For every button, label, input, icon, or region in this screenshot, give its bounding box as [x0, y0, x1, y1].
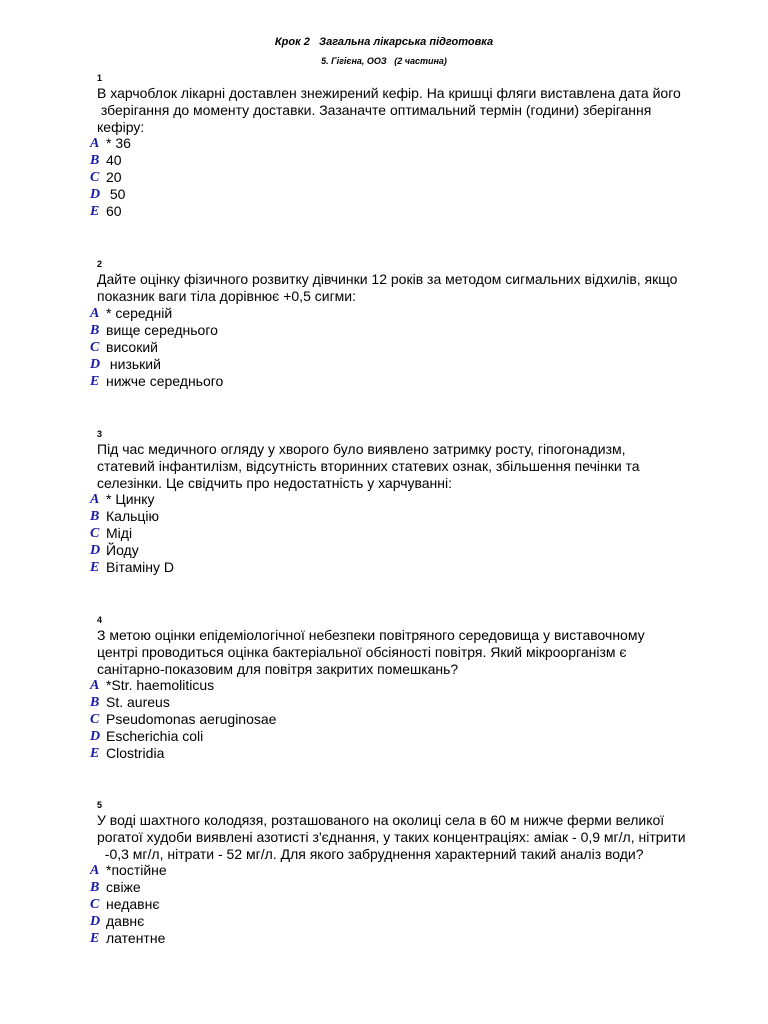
option-letter: D — [90, 914, 101, 929]
option-letter: C — [90, 340, 100, 355]
option-text: вище середнього — [106, 322, 218, 338]
question-number: 3 — [97, 429, 103, 439]
question-text-line: В харчоблок лікарні доставлен знежирений кефір. На кришці фляги виставлена дата його — [97, 85, 681, 101]
question-text-line: З метою оцінки епідеміологічної небезпеки повітряного середовища у виставочному — [97, 627, 645, 643]
option-letter: A — [90, 306, 100, 321]
question-number: 2 — [97, 259, 103, 269]
option-letter: A — [90, 136, 100, 151]
question-text-line: показник ваги тіла дорівнює +0,5 сигми: — [97, 288, 357, 304]
option-text: 50 — [106, 186, 126, 202]
answer-option-e — [0, 745, 768, 762]
option-text: низький — [106, 356, 161, 372]
option-letter: C — [90, 170, 100, 185]
answer-option-b — [0, 694, 768, 711]
option-letter: D — [90, 729, 101, 744]
option-letter: B — [90, 509, 100, 524]
option-letter: B — [90, 695, 100, 710]
question-text-line: зберігання до моменту доставки. Зазаначте оптимальний термін (години) зберігання — [97, 102, 652, 118]
question-text-line: статевий інфантилізм, відсутність вторинних статевих ознак, збільшення печінки та — [97, 458, 640, 474]
option-text: Кальцію — [106, 508, 160, 524]
answer-option-a — [0, 677, 768, 694]
option-letter: B — [90, 323, 100, 338]
option-text: 40 — [106, 152, 122, 168]
answer-option-b — [0, 152, 768, 169]
question-text-line: У воді шахтного колодязя, розташованого на околиці села в 60 м нижче ферми великої — [97, 812, 665, 828]
question-text-line: центрі проводиться оцінка бактеріальної обсіяності повітря. Який мікроорганізм є — [97, 644, 627, 660]
option-letter: C — [90, 897, 100, 912]
answer-option-e — [0, 203, 768, 220]
document-subtitle: 5. Гігієна, ООЗ (2 частина) — [321, 56, 447, 66]
question-number: 5 — [97, 800, 103, 810]
option-text: St. aureus — [106, 694, 170, 710]
option-letter: A — [90, 678, 100, 693]
question-text-line: кефіру: — [97, 119, 145, 135]
answer-option-c — [0, 711, 768, 728]
answer-option-d — [0, 356, 768, 373]
option-letter: D — [90, 187, 101, 202]
option-text: 60 — [106, 203, 122, 219]
option-text: *постійне — [106, 862, 167, 878]
answer-option-a — [0, 135, 768, 152]
option-text: Йоду — [106, 542, 139, 558]
option-text: * середній — [106, 305, 173, 321]
option-text: нижче середнього — [106, 373, 224, 389]
question-number: 4 — [97, 615, 103, 625]
option-text: латентне — [106, 930, 166, 946]
answer-option-b — [0, 322, 768, 339]
answer-option-e — [0, 559, 768, 576]
answer-option-d — [0, 728, 768, 745]
option-letter: D — [90, 357, 101, 372]
option-text: недавнє — [106, 896, 160, 912]
option-text: Pseudomonas aeruginosae — [106, 711, 277, 727]
option-text: Clostridia — [106, 745, 165, 761]
question-number: 1 — [97, 73, 103, 83]
answer-option-c — [0, 169, 768, 186]
option-letter: A — [90, 863, 100, 878]
option-text: 20 — [106, 169, 122, 185]
question-text-line: Під час медичного огляду у хворого було виявлено затримку росту, гіпогонадизм, — [97, 441, 626, 457]
answer-option-e — [0, 373, 768, 390]
answer-option-b — [0, 879, 768, 896]
question-text-line: санітарно-показовим для повітря закритих помешкань? — [97, 661, 459, 677]
answer-option-c — [0, 525, 768, 542]
answer-option-d — [0, 913, 768, 930]
answer-option-d — [0, 542, 768, 559]
option-text: давнє — [106, 913, 145, 929]
question-text-line: рогатої худоби виявлені азотисті з'єднання, у таких концентраціях: аміак - 0,9 мг/л, нітрити — [97, 829, 686, 845]
option-text: * 36 — [106, 135, 131, 151]
answer-option-a — [0, 305, 768, 322]
option-letter: E — [90, 560, 100, 575]
question-text-line: селезінки. Це свідчить про недостатність у харчуванні: — [97, 475, 453, 491]
option-letter: E — [90, 204, 100, 219]
option-letter: E — [90, 374, 100, 389]
option-text: Міді — [106, 525, 133, 541]
option-letter: A — [90, 492, 100, 507]
option-letter: E — [90, 931, 100, 946]
answer-option-d — [0, 186, 768, 203]
option-letter: B — [90, 153, 100, 168]
option-letter: B — [90, 880, 100, 895]
option-text: Escherichia coli — [106, 728, 204, 744]
option-text: Вітаміну D — [106, 559, 174, 575]
option-text: високий — [106, 339, 158, 355]
option-text: * Цинку — [106, 491, 155, 507]
answer-option-c — [0, 339, 768, 356]
answer-option-a — [0, 862, 768, 879]
option-letter: C — [90, 712, 100, 727]
option-text: свіже — [106, 879, 141, 895]
option-text: *Str. haemoliticus — [106, 677, 215, 693]
option-letter: D — [90, 543, 101, 558]
answer-option-b — [0, 508, 768, 525]
document-title: Крок 2 Загальна лікарська підготовка — [274, 36, 494, 48]
question-text-line: -0,3 мг/л, нітрати - 52 мг/л. Для якого забруднення характерний такий аналіз води? — [97, 846, 644, 862]
question-text-line: Дайте оцінку фізичного розвитку дівчинки 12 років за методом сигмальних відхилів, якщо — [97, 271, 678, 287]
answer-option-a — [0, 491, 768, 508]
answer-option-c — [0, 896, 768, 913]
option-letter: C — [90, 526, 100, 541]
option-letter: E — [90, 746, 100, 761]
answer-option-e — [0, 930, 768, 947]
